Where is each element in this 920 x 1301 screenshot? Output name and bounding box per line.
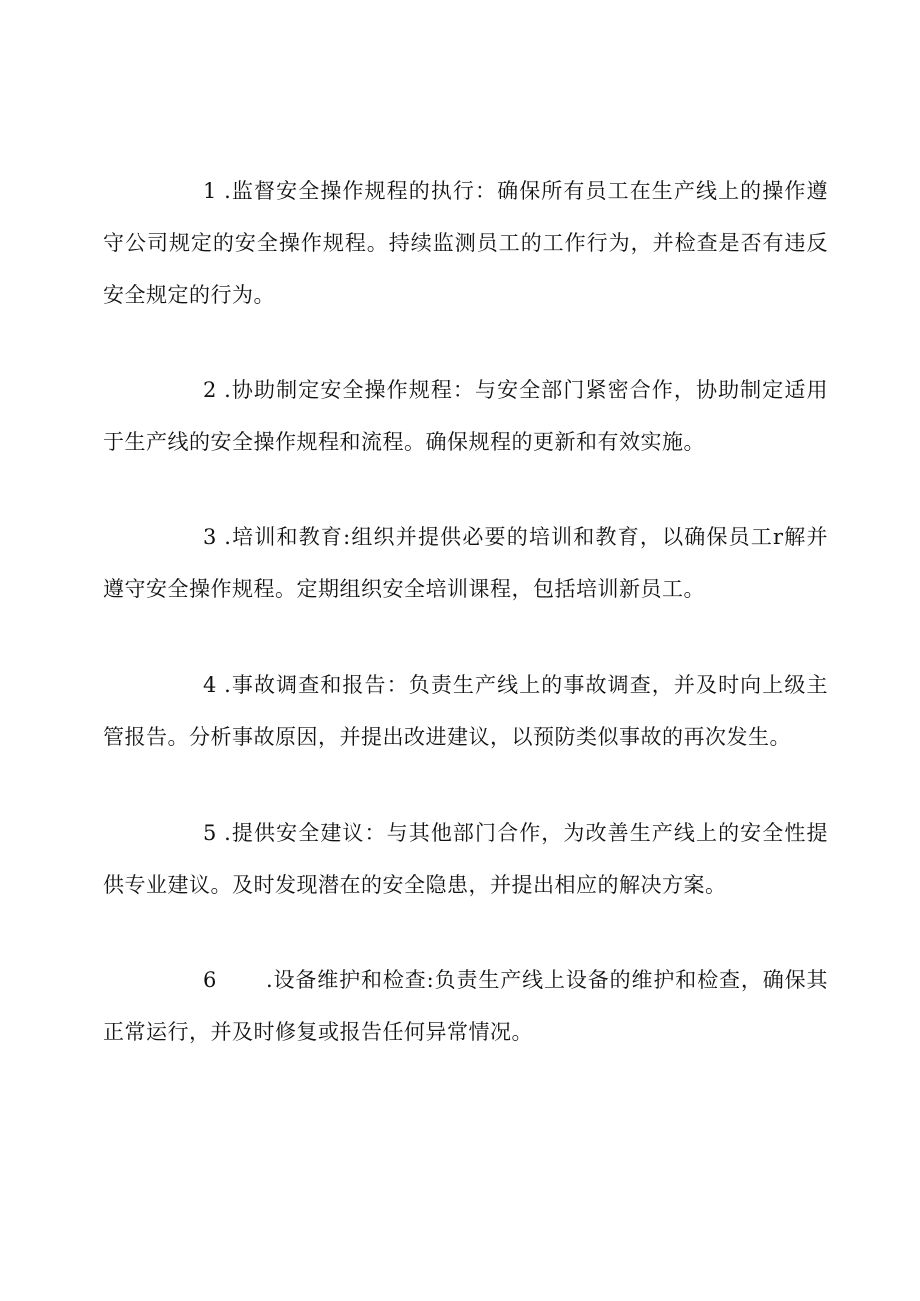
item-text: .监督安全操作规程的执行：确保所有员工在生产线上的操作遵守公司规定的安全操作规程。持续监测员工的工作行为，并检查是否有违反安全规定的行为。 xyxy=(103,179,828,307)
item-text: .事故调查和报告：负责生产线上的事故调查，并及时向上级主管报告。分析事故原因，并提出改进建议，以预防类似事故的再次发生。 xyxy=(103,673,828,749)
list-item xyxy=(103,807,828,911)
item-number: 3 xyxy=(203,525,217,549)
item-text: .设备维护和检查:负责生产线上设备的维护和检查，确保其正常运行，并及时修复或报告任何异常情况。 xyxy=(103,968,828,1044)
list-item xyxy=(103,954,828,1058)
list-item xyxy=(103,364,828,468)
item-number: 6 xyxy=(203,968,217,992)
list-item xyxy=(103,165,828,321)
item-number: 5 xyxy=(203,821,217,845)
item-text: .提供安全建议：与其他部门合作，为改善生产线上的安全性提供专业建议。及时发现潜在的安全隐患，并提出相应的解决方案。 xyxy=(103,821,828,897)
item-number: 4 xyxy=(203,673,217,697)
item-text: .协助制定安全操作规程：与安全部门紧密合作，协助制定适用于生产线的安全操作规程和流程。确保规程的更新和有效实施。 xyxy=(103,378,828,454)
item-text: .培训和教育:组织并提供必要的培训和教育，以确保员工r解并遵守安全操作规程。定期组织安全培训课程，包括培训新员工。 xyxy=(103,525,828,601)
item-number: 2 xyxy=(203,378,217,402)
item-number: 1 xyxy=(203,179,217,203)
list-item xyxy=(103,511,828,615)
list-item xyxy=(103,659,828,763)
